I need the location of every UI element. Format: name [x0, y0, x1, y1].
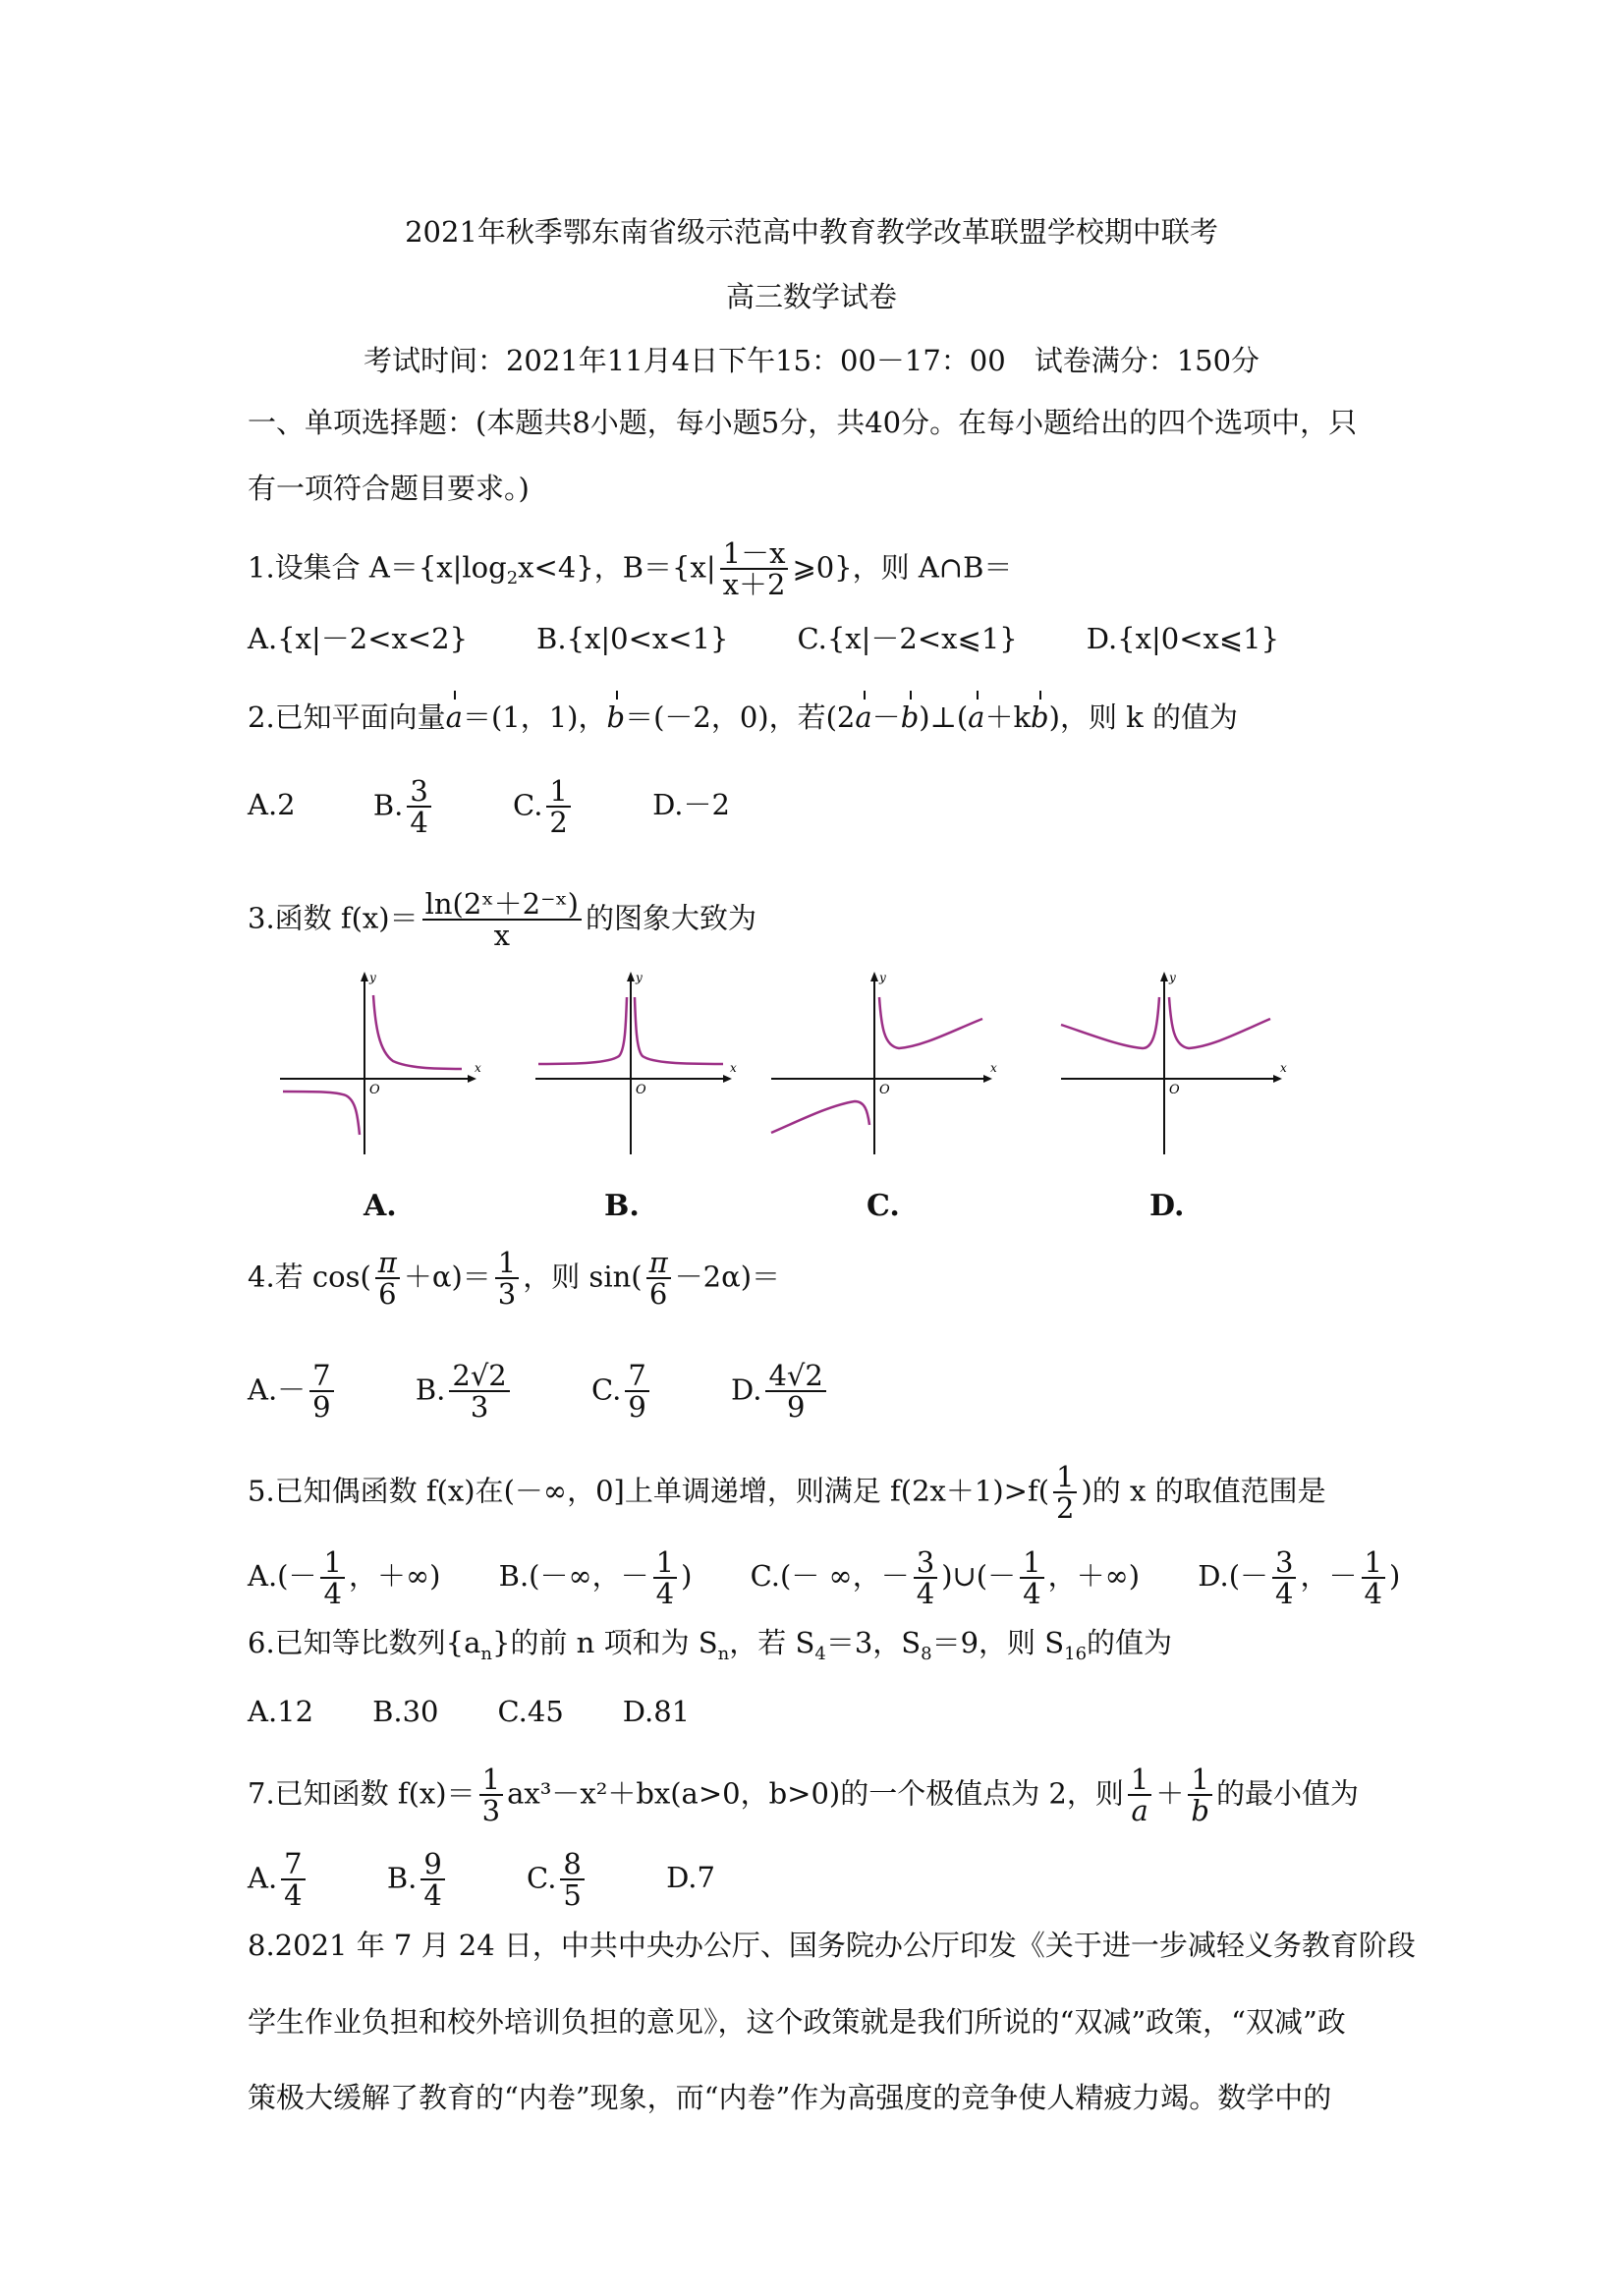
option-c: C.{x|－2<x⩽1}: [797, 622, 1018, 655]
graph-b-label: B.: [604, 1189, 640, 1223]
option-b: B. $\frac{3}{4}$: [373, 776, 435, 838]
option-b: B.(－∞，－ $\frac{1}{4}$ ): [498, 1545, 693, 1611]
axis-y-label: y: [369, 971, 376, 984]
exam-info: 考试时间：2021年11月4日下午15：00－17：00 试卷满分：150分: [363, 344, 1260, 377]
graph-d: [1056, 968, 1292, 1154]
graph-c: [766, 968, 1002, 1154]
question-5: 5.已知偶函数 f(x)在(－∞，0]上单调递增，则满足 f(2x＋1)>f( $\frac{1}{2}$ )的 x 的取值范围是: [248, 1460, 1326, 1526]
exam-subtitle: 高三数学试卷: [725, 280, 897, 313]
option-a: A. $\frac{7}{4}$: [248, 1849, 309, 1911]
option-d: D.(－ $\frac{3}{4}$ ，－ $\frac{1}{4}$ ): [1198, 1545, 1401, 1611]
graph-a-label: A.: [364, 1189, 397, 1223]
option-d: D.81: [622, 1695, 691, 1728]
axis-y-label: y: [879, 971, 886, 984]
question-2: 2.已知平面向量a＝(1，1)，b＝(－2，0)，若(2a－b)⊥(a＋kb)，则 k 的值为: [248, 700, 1238, 734]
graph-c-label: C.: [867, 1189, 900, 1223]
axis-y-label: y: [636, 971, 643, 984]
option-d: D.{x|0<x⩽1}: [1086, 622, 1280, 655]
question-3: 3.函数 f(x)＝ $\frac{\text{ln(2ˣ＋2⁻ˣ)}}{x}$ 的图象大致为: [248, 887, 756, 953]
option-c: C.45: [497, 1695, 564, 1728]
question-8-line2: 学生作业负担和校外培训负担的意见》，这个政策就是我们所说的“双减”政策，“双减”政: [248, 2005, 1346, 2039]
section-heading-line1: 一、单项选择题：(本题共8小题，每小题5分，共40分。在每小题给出的四个选项中，只: [248, 406, 1358, 439]
question-7-options: [248, 1849, 784, 1911]
option-c: C. $\frac{1}{2}$: [513, 776, 575, 838]
axis-y-label: y: [1169, 971, 1176, 984]
graph-b: [531, 968, 747, 1154]
question-5-options: [248, 1547, 1400, 1609]
origin-label: O: [369, 1083, 380, 1097]
origin-label: O: [636, 1083, 646, 1097]
question-1: 1.设集合 $A=\{x|\log_2x<4\}$，B＝{x| $\frac{1-x}{x+2}$ ⩾0}，则 A∩B＝: [248, 536, 1013, 602]
option-b: B. $\frac{9}{4}$: [387, 1849, 449, 1911]
axis-x-label: x: [1280, 1061, 1287, 1075]
option-a: A.2: [248, 788, 296, 822]
option-d: D.－2: [652, 788, 730, 822]
graph-d-label: D.: [1149, 1189, 1185, 1223]
question-8-line1: 8.2021 年 7 月 24 日，中共中央办公厅、国务院办公厅印发《关于进一步减轻义务教育阶段: [248, 1929, 1416, 1962]
question-2-options: [248, 776, 799, 838]
option-c: C.(－ ∞，－ $\frac{3}{4}$ )∪(－ $\frac{1}{4}$ ，＋∞): [750, 1545, 1141, 1611]
question-7: 7.已知函数 f(x)＝ $\frac{1}{3}$ ax³－x²＋bx(a>0，b>0)的一个极值点为 2，则 $\frac{1}{a}$ ＋ $\frac{1}{b}$ 的最小值为: [248, 1763, 1359, 1828]
exam-title: 2021年秋季鄂东南省级示范高中教育教学改革联盟学校期中联考: [405, 215, 1218, 249]
axis-x-label: x: [475, 1061, 481, 1075]
question-1-options: [248, 619, 1348, 658]
option-b: B.{x|0<x<1}: [536, 622, 729, 655]
option-b: B.30: [372, 1695, 439, 1728]
option-d: D. $\frac{4√2}{9}$: [731, 1361, 830, 1423]
option-d: D.7: [666, 1861, 715, 1895]
origin-label: O: [1169, 1083, 1180, 1097]
option-a: A.(－ $\frac{1}{4}$ ，＋∞): [248, 1545, 441, 1611]
question-6-options: [248, 1692, 758, 1731]
option-c: C. $\frac{8}{5}$: [527, 1849, 588, 1911]
question-4-options: [248, 1361, 899, 1423]
option-c: C. $\frac{7}{9}$: [591, 1361, 653, 1423]
axis-x-label: x: [730, 1061, 737, 1075]
option-a: A.－ $\frac{7}{9}$: [248, 1361, 338, 1423]
graph-a: [275, 968, 491, 1154]
origin-label: O: [879, 1083, 890, 1097]
question-6: 6.已知等比数列$\{a_n\}$的前 n 项和为 $S_n$，若 $S_4=3$，$S_8=9$，则 $S_{16}$的值为: [248, 1626, 1173, 1664]
option-a: A.12: [248, 1695, 314, 1728]
option-b: B. $\frac{2√2}{3}$: [416, 1361, 514, 1423]
question-8-line3: 策极大缓解了教育的“内卷”现象，而“内卷”作为高强度的竞争使人精疲力竭。数学中的: [248, 2081, 1332, 2114]
option-a: A.{x|－2<x<2}: [248, 622, 469, 655]
section-heading-line2: 有一项符合题目要求。): [248, 472, 530, 505]
axis-x-label: x: [990, 1061, 997, 1075]
question-4: 4.若 cos( $\frac{\pi}{6}$ ＋α)＝ $\frac{1}{3}$ ，则 sin( $\frac{\pi}{6}$ －2α)＝: [248, 1246, 781, 1312]
